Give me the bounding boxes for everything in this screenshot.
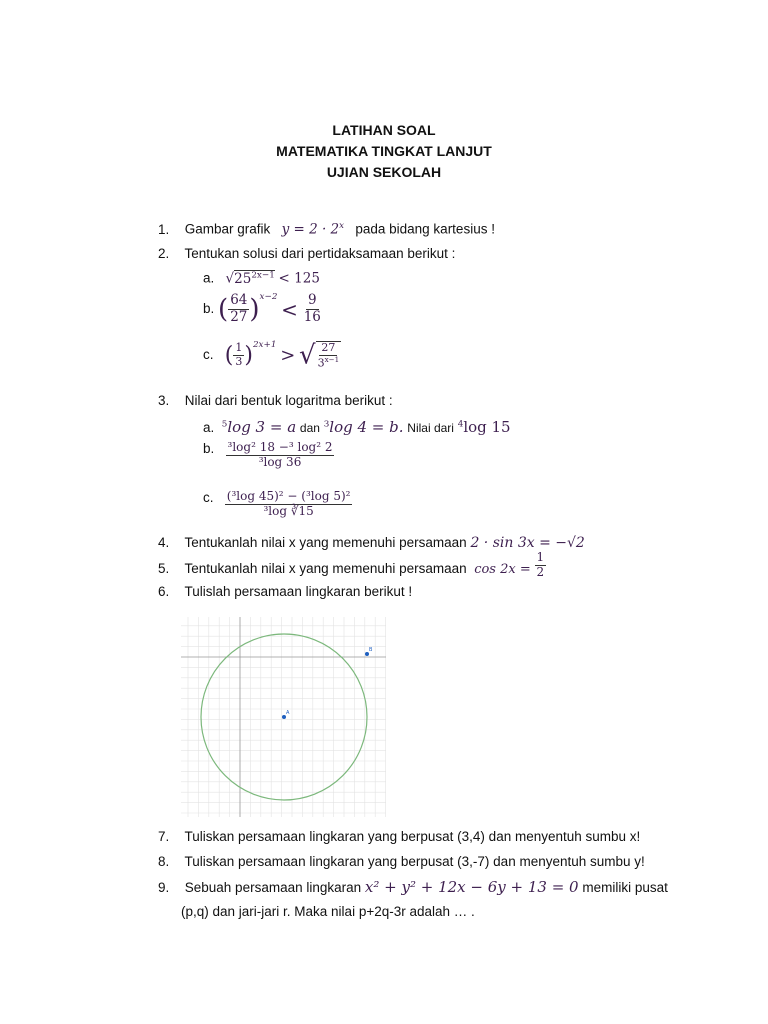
question-6 <box>158 584 412 599</box>
question-text: Tuliskan persamaan lingkaran yang berpusat (3,-7) dan menyentuh sumbu y! <box>184 854 645 869</box>
inequality-rhs: < 125 <box>278 270 320 287</box>
question-3 <box>158 393 393 408</box>
question-text: Tentukan solusi dari pertidaksamaan berikut : <box>184 246 456 261</box>
question-text: Tentukanlah nilai x yang memenuhi persamaan <box>184 560 467 576</box>
radicand: $25^{2x-1}$ <box>234 270 275 287</box>
item-label: c. <box>203 347 214 362</box>
question-2b: b. ( $\frac{64}{27}$ )$^{x-2}$ < $\frac{9}{16}$ <box>203 292 321 325</box>
question-number: 3. <box>158 393 170 408</box>
question-4-math: 2 · sin 3x = −√2 <box>470 535 585 551</box>
question-number: 2. <box>158 246 170 261</box>
log-fraction-b: $\frac{\text{³log² 18 −³ log² 2}}{\text{³log 36}}$ <box>227 440 333 469</box>
question-text: Tulislah persamaan lingkaran berikut ! <box>184 584 413 599</box>
fraction-27-3: $\frac{27}{3^{x-1}}$ <box>317 340 340 370</box>
question-text: Nilai dari bentuk logaritma berikut : <box>184 393 393 408</box>
item-label: b. <box>203 301 215 316</box>
sqrt-sign: √ <box>225 270 235 287</box>
question-1 <box>158 221 495 238</box>
question-number: 1. <box>158 221 170 237</box>
question-1-exponent: x <box>339 221 345 231</box>
question-1-math: y = 2 · 2 <box>281 221 340 238</box>
question-text: Tentukanlah nilai x yang memenuhi persamaan <box>184 535 467 550</box>
sqrt-sign: √ <box>299 340 316 371</box>
question-number: 6. <box>158 584 170 599</box>
question-5-math: cos 2x = <box>474 561 531 577</box>
question-number: 5. <box>158 560 170 576</box>
exponent: 2x+1 <box>252 340 277 350</box>
exponent: x−2 <box>259 292 278 302</box>
point-a-label: A <box>286 710 290 716</box>
question-5 <box>158 550 546 580</box>
question-2a <box>203 270 320 287</box>
question-text: Sebuah persamaan lingkaran <box>184 880 362 895</box>
question-9-line-2: (p,q) dan jari-jari r. Maka nilai p+2q-3r adalah … . <box>181 904 475 919</box>
title-line-3: UJIAN SEKOLAH <box>326 164 442 180</box>
question-3c <box>203 490 352 519</box>
less-than: < <box>281 297 298 322</box>
greater-than: > <box>280 344 296 366</box>
log-fraction-c: $\frac{\text{(³log 45)² − (³log 5)²}}{\text{³log ∛15}}$ <box>226 489 351 518</box>
fraction-9-16: $\frac{9}{16}$ <box>303 292 321 325</box>
item-label: b. <box>203 441 215 456</box>
circle-graph <box>181 617 386 817</box>
question-4 <box>158 535 585 551</box>
fraction-64-27: $\frac{64}{27}$ <box>230 292 248 325</box>
question-3b <box>203 441 334 470</box>
title-line-2: MATEMATIKA TINGKAT LANJUT <box>276 143 492 159</box>
question-text: Gambar grafik <box>184 221 271 237</box>
item-label: c. <box>203 490 214 505</box>
fraction-1-3: $\frac{1}{3}$ <box>235 341 243 368</box>
question-text-b: memiliki pusat <box>582 880 668 895</box>
title-line-1: LATIHAN SOAL <box>332 122 436 138</box>
question-7 <box>158 829 640 844</box>
question-9 <box>158 878 668 896</box>
question-number: 7. <box>158 829 170 844</box>
point-b-label: B <box>369 647 373 653</box>
question-number: 8. <box>158 854 170 869</box>
question-2 <box>158 246 455 261</box>
item-label: a. <box>203 420 215 435</box>
question-2c: c. ( $\frac{1}{3}$ )$^{2x+1}$ > √ $\frac{27}{3^{x-1}}$ <box>203 340 340 371</box>
question-9-math: x² + y² + 12x − 6y + 13 = 0 <box>364 878 579 896</box>
question-3a: a. $^5$log 3 = a dan $^3$log 4 = b. Nilai dari $^4$log 15 <box>203 418 511 436</box>
question-number: 4. <box>158 535 170 550</box>
question-text-b: pada bidang kartesius ! <box>355 221 495 237</box>
fraction-1-2: $\frac{1}{2}$ <box>536 550 545 579</box>
question-8 <box>158 854 645 869</box>
question-number: 9. <box>158 880 170 895</box>
question-text: Tuliskan persamaan lingkaran yang berpusat (3,4) dan menyentuh sumbu x! <box>184 829 641 844</box>
item-label: a. <box>203 270 215 286</box>
